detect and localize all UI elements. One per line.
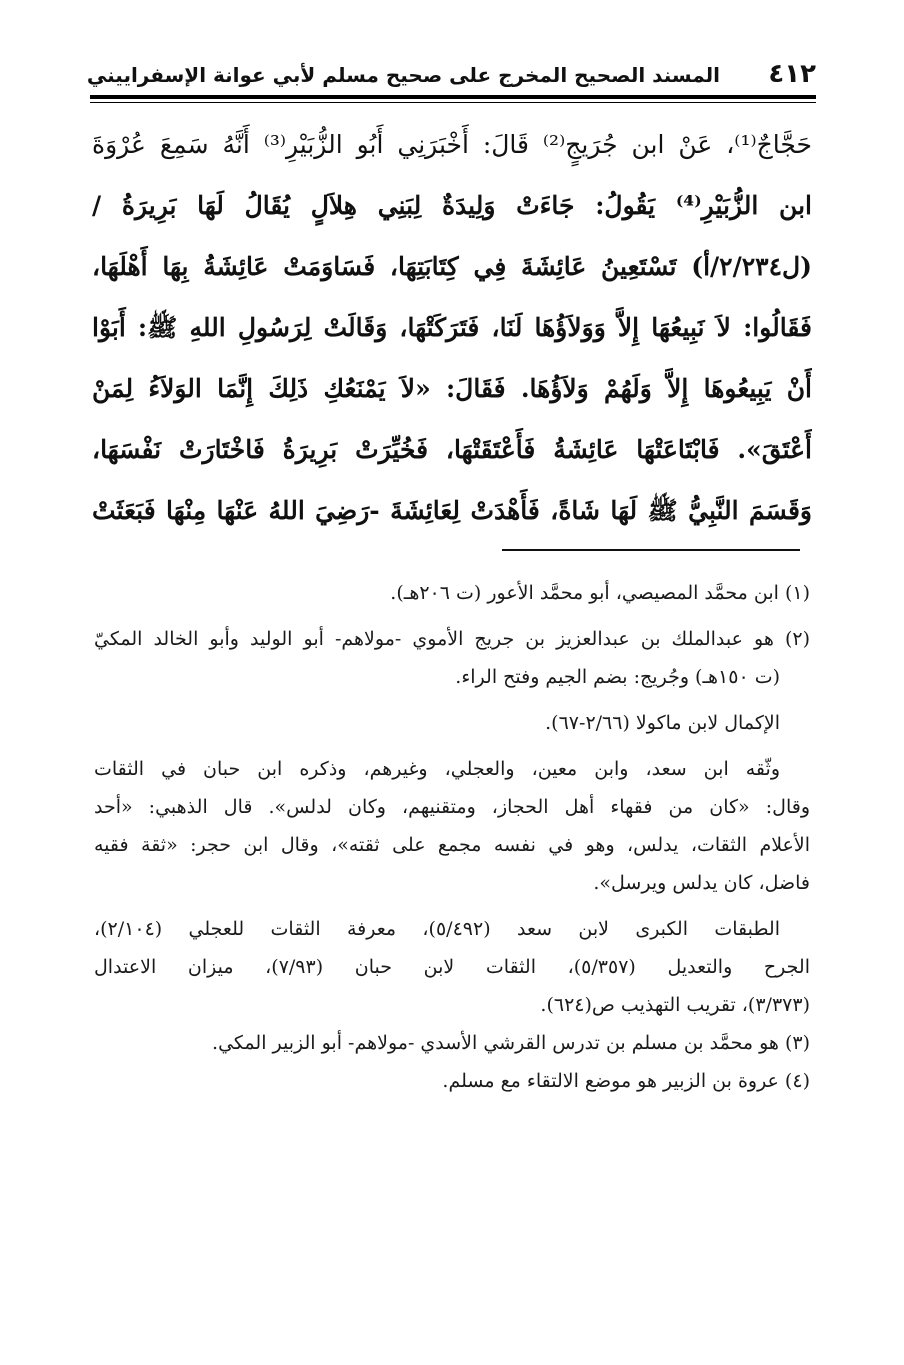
footnote-2-line: (٣/٣٧٣)، تقريب التهذيب ص(٦٢٤). <box>540 994 810 1016</box>
footnote-2-line: الأعلام الثقات، يدلس، وهو في نفسه مجمع على ثقته»، وقال ابن حجر: «ثقة فقيه <box>94 834 810 856</box>
footnote-2-line: وثّقه ابن سعد، وابن معين، والعجلي، وغيرهم، وذكره ابن حبان في الثقات <box>94 758 780 780</box>
footnote-2-line: (ت ١٥٠هـ) وجُريج: بضم الجيم وفتح الراء. <box>455 666 780 688</box>
footnote-2-line: الطبقات الكبرى لابن سعد (٥/٤٩٢)، معرفة الثقات للعجلي (٢/١٠٤)، <box>94 918 780 940</box>
footnotes <box>94 574 810 1100</box>
hadith-line: حَجَّاجٌ⁽¹⁾، عَنْ ابن جُرَيجٍ⁽²⁾ قَالَ: أَخْبَرَنِي أَبُو الزُّبَيْرِ⁽³⁾ أَنَّهُ سَمِعَ عُرْوَةَ <box>92 130 812 159</box>
hadith-line: أَنْ يَبِيعُوهَا إِلاَّ وَلَهُمْ وَلاَؤُهَا. فَقَالَ: «لاَ يَمْنَعُكِ ذَلِكَ إِنَّمَا الوَلاَءُ لِمَنْ <box>92 374 812 403</box>
footnote-2-line: الإكمال لابن ماكولا (٢/٦٦-٦٧). <box>545 712 780 734</box>
running-title: المسند الصحيح المخرج على صحيح مسلم لأبي عوانة الإسفراييني <box>86 63 720 87</box>
footnote-separator <box>502 549 800 551</box>
footnote-2-line: الجرح والتعديل (٥/٣٥٧)، الثقات لابن حبان (٧/٩٣)، ميزان الاعتدال <box>94 956 810 978</box>
footnote-2-line: وقال: «كان من فقهاء أهل الحجاز، ومتقنيهم، وكان لدلس». قال الذهبي: «أحد <box>94 796 810 818</box>
hadith-text <box>92 114 812 541</box>
hadith-line: ابن الزُّبَيْرِ⁽⁴⁾ يَقُولُ: جَاءَتْ وَلِيدَةٌ لِبَنِي هِلاَلٍ يُقَالُ لَهَا بَرِيرَةُ / <box>92 191 812 220</box>
page-header <box>86 56 816 96</box>
header-rule-thin <box>90 102 816 103</box>
footnote-2: (٢) هو عبدالملك بن عبدالعزيز بن جريج الأموي -مولاهم- أبو الوليد وأبو الخالد المكيّ <box>94 628 810 650</box>
footnote-1: (١) ابن محمَّد المصيصي، أبو محمَّد الأعور (ت ٢٠٦هـ). <box>390 582 810 604</box>
footnote-3: (٣) هو محمَّد بن مسلم بن تدرس القرشي الأسدي -مولاهم- أبو الزبير المكي. <box>212 1032 810 1054</box>
footnote-4: (٤) عروة بن الزبير هو موضع الالتقاء مع مسلم. <box>442 1070 810 1092</box>
hadith-line: فَقَالُوا: لاَ نَبِيعُهَا إِلاَّ وَوَلاَؤُهَا لَنَا، فَتَرَكَتْهَا، وَقَالَتْ لِرَسُولِ اللهِ ﷺ: أَبَوْا <box>92 313 812 342</box>
header-rule <box>90 95 816 99</box>
page-number: ٤١٢ <box>768 59 816 89</box>
hadith-line: وَقَسَمَ النَّبِيُّ ﷺ لَهَا شَاةً، فَأَهْدَتْ لِعَائِشَةَ -رَضِيَ اللهُ عَنْهَا مِنْهَا فَبَعَثَتْ <box>92 496 812 525</box>
footnote-2-line: فاضل، كان يدلس ويرسل». <box>593 872 810 894</box>
hadith-line: أَعْتَقَ». فَابْتَاعَتْهَا عَائِشَةُ فَأَعْتَقَتْهَا، فَخُيِّرَتْ بَرِيرَةُ فَاخْتَارَتْ نَفْسَهَا، <box>92 435 812 464</box>
hadith-line: (ل٢/٢٣٤/أ) تَسْتَعِينُ عَائِشَةَ فِي كِتَابَتِهَا، فَسَاوَمَتْ عَائِشَةُ بِهَا أَهْلَهَا، <box>92 252 812 281</box>
